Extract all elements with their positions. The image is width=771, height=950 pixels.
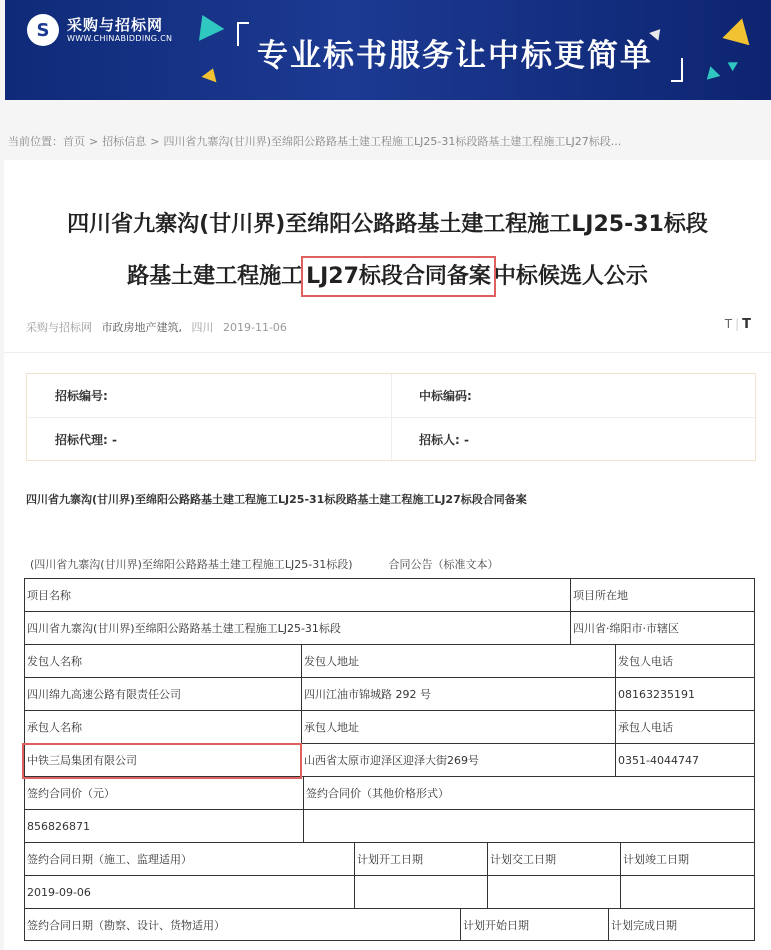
table-row — [24, 875, 755, 908]
table-cell: 发包人名称 — [24, 644, 301, 677]
decor-triangle — [728, 58, 741, 71]
table-cell: 856826871 — [24, 809, 303, 842]
title-part: 路基土建工程施工 — [127, 264, 304, 289]
decor-triangle — [201, 66, 220, 83]
table-cell: 发包人电话 — [615, 644, 755, 677]
doc-project-ref: (四川省九寨沟(甘川界)至绵阳公路路基土建工程施工LJ25-31标段) — [30, 558, 353, 571]
table-cell: 山西省太原市迎泽区迎泽大街269号 — [301, 743, 615, 776]
table-cell: 四川江油市锦城路 292 号 — [301, 677, 615, 710]
font-large-button[interactable]: T — [742, 317, 751, 332]
breadcrumb-prefix: 当前位置： — [8, 135, 63, 148]
table-row — [24, 677, 755, 710]
table-cell — [620, 875, 755, 908]
table-cell: 计划竣工日期 — [620, 842, 755, 875]
table-cell — [354, 875, 487, 908]
breadcrumb-separator: > — [150, 135, 160, 148]
font-small-button[interactable]: T — [724, 317, 733, 331]
table-cell — [303, 809, 755, 842]
table-row — [24, 908, 755, 941]
table-cell: 四川绵九高速公路有限责任公司 — [24, 677, 301, 710]
table-cell: 四川省·绵阳市·市辖区 — [570, 611, 755, 644]
table-cell: 项目名称 — [24, 578, 570, 611]
slogan-bracket-left — [237, 22, 249, 46]
table-cell: 发包人地址 — [301, 644, 615, 677]
table-cell: 2019-09-06 — [24, 875, 354, 908]
bid-number-label: 招标编号: — [55, 389, 108, 403]
decor-triangle — [722, 15, 755, 45]
table-cell — [487, 875, 620, 908]
table-cell: 签约合同日期（勘察、设计、货物适用） — [24, 908, 460, 941]
table-row — [24, 710, 755, 743]
logo-name: 采购与招标网 — [67, 16, 164, 34]
decor-triangle — [704, 64, 721, 79]
table-cell: 0351-4044747 — [615, 743, 755, 776]
breadcrumb — [8, 133, 621, 149]
tenderer-field — [419, 418, 469, 462]
agent-field — [55, 418, 117, 462]
breadcrumb-home[interactable]: 首页 — [63, 135, 85, 148]
table-cell: 计划开始日期 — [460, 908, 608, 941]
table-cell: 中铁三局集团有限公司 — [24, 743, 301, 776]
meta-category: 市政房地产建筑, — [101, 321, 182, 334]
site-logo[interactable] — [27, 14, 172, 46]
table-row — [24, 611, 755, 644]
decor-triangle — [190, 9, 225, 41]
breadcrumb-separator: > — [89, 135, 99, 148]
meta-region: 四川 — [191, 321, 214, 334]
doc-type: 合同公告（标准文本） — [388, 558, 499, 571]
logo-icon: S — [27, 14, 59, 46]
title-part: 中标候选人公示 — [493, 264, 648, 289]
table-cell: 签约合同价（元） — [24, 776, 303, 809]
table-cell: 计划交工日期 — [487, 842, 620, 875]
logo-url: WWW.CHINABIDDING.CN — [67, 34, 173, 43]
table-cell: 承包人名称 — [24, 710, 301, 743]
contract-table — [24, 578, 755, 941]
article-meta — [26, 319, 293, 335]
meta-source: 采购与招标网 — [26, 321, 92, 334]
table-cell: 四川省九寨沟(甘川界)至绵阳公路路基土建工程施工LJ25-31标段 — [24, 611, 570, 644]
table-row — [24, 578, 755, 611]
article-title-line2 — [4, 262, 771, 292]
article-title-line1: 四川省九寨沟(甘川界)至绵阳公路路基土建工程施工LJ25-31标段 — [67, 212, 708, 237]
table-cell: 项目所在地 — [570, 578, 755, 611]
win-number-label: 中标编码: — [419, 389, 472, 403]
breadcrumb-current: 四川省九寨沟(甘川界)至绵阳公路路基土建工程施工LJ25-31标段路基土建工程施工LJ27标段... — [163, 135, 622, 148]
agent-label: 招标代理: — [55, 433, 108, 447]
font-separator: | — [735, 317, 740, 331]
tenderer-label: 招标人: — [419, 433, 460, 447]
header-banner — [5, 0, 771, 100]
article-card — [4, 160, 771, 950]
banner-slogan: 专业标书服务让中标更简单 — [257, 38, 653, 74]
table-row — [24, 743, 755, 776]
table-row — [24, 776, 755, 809]
table-cell: 承包人电话 — [615, 710, 755, 743]
table-cell: 承包人地址 — [301, 710, 615, 743]
table-row — [24, 809, 755, 842]
title-highlight: LJ27标段合同备案 — [303, 258, 494, 295]
table-cell: 计划开工日期 — [354, 842, 487, 875]
table-cell: 签约合同价（其他价格形式） — [303, 776, 755, 809]
table-row — [24, 842, 755, 875]
slogan-bracket-right — [671, 58, 683, 82]
table-cell: 计划完成日期 — [608, 908, 755, 941]
agent-value: - — [112, 433, 117, 447]
table-row — [24, 644, 755, 677]
breadcrumb-bid-info[interactable]: 招标信息 — [102, 135, 147, 148]
meta-date: 2019-11-06 — [223, 321, 287, 334]
divider — [4, 352, 771, 353]
content-subtitle: 四川省九寨沟(甘川界)至绵阳公路路基土建工程施工LJ25-31标段路基土建工程施工LJ27标段合同备案 — [26, 493, 527, 506]
font-size-switch — [725, 317, 751, 332]
tenderer-value: - — [464, 433, 469, 447]
contract-doc-header — [30, 556, 499, 572]
table-cell: 08163235191 — [615, 677, 755, 710]
bid-info-box — [26, 373, 756, 461]
table-cell: 签约合同日期（施工、监理适用） — [24, 842, 354, 875]
